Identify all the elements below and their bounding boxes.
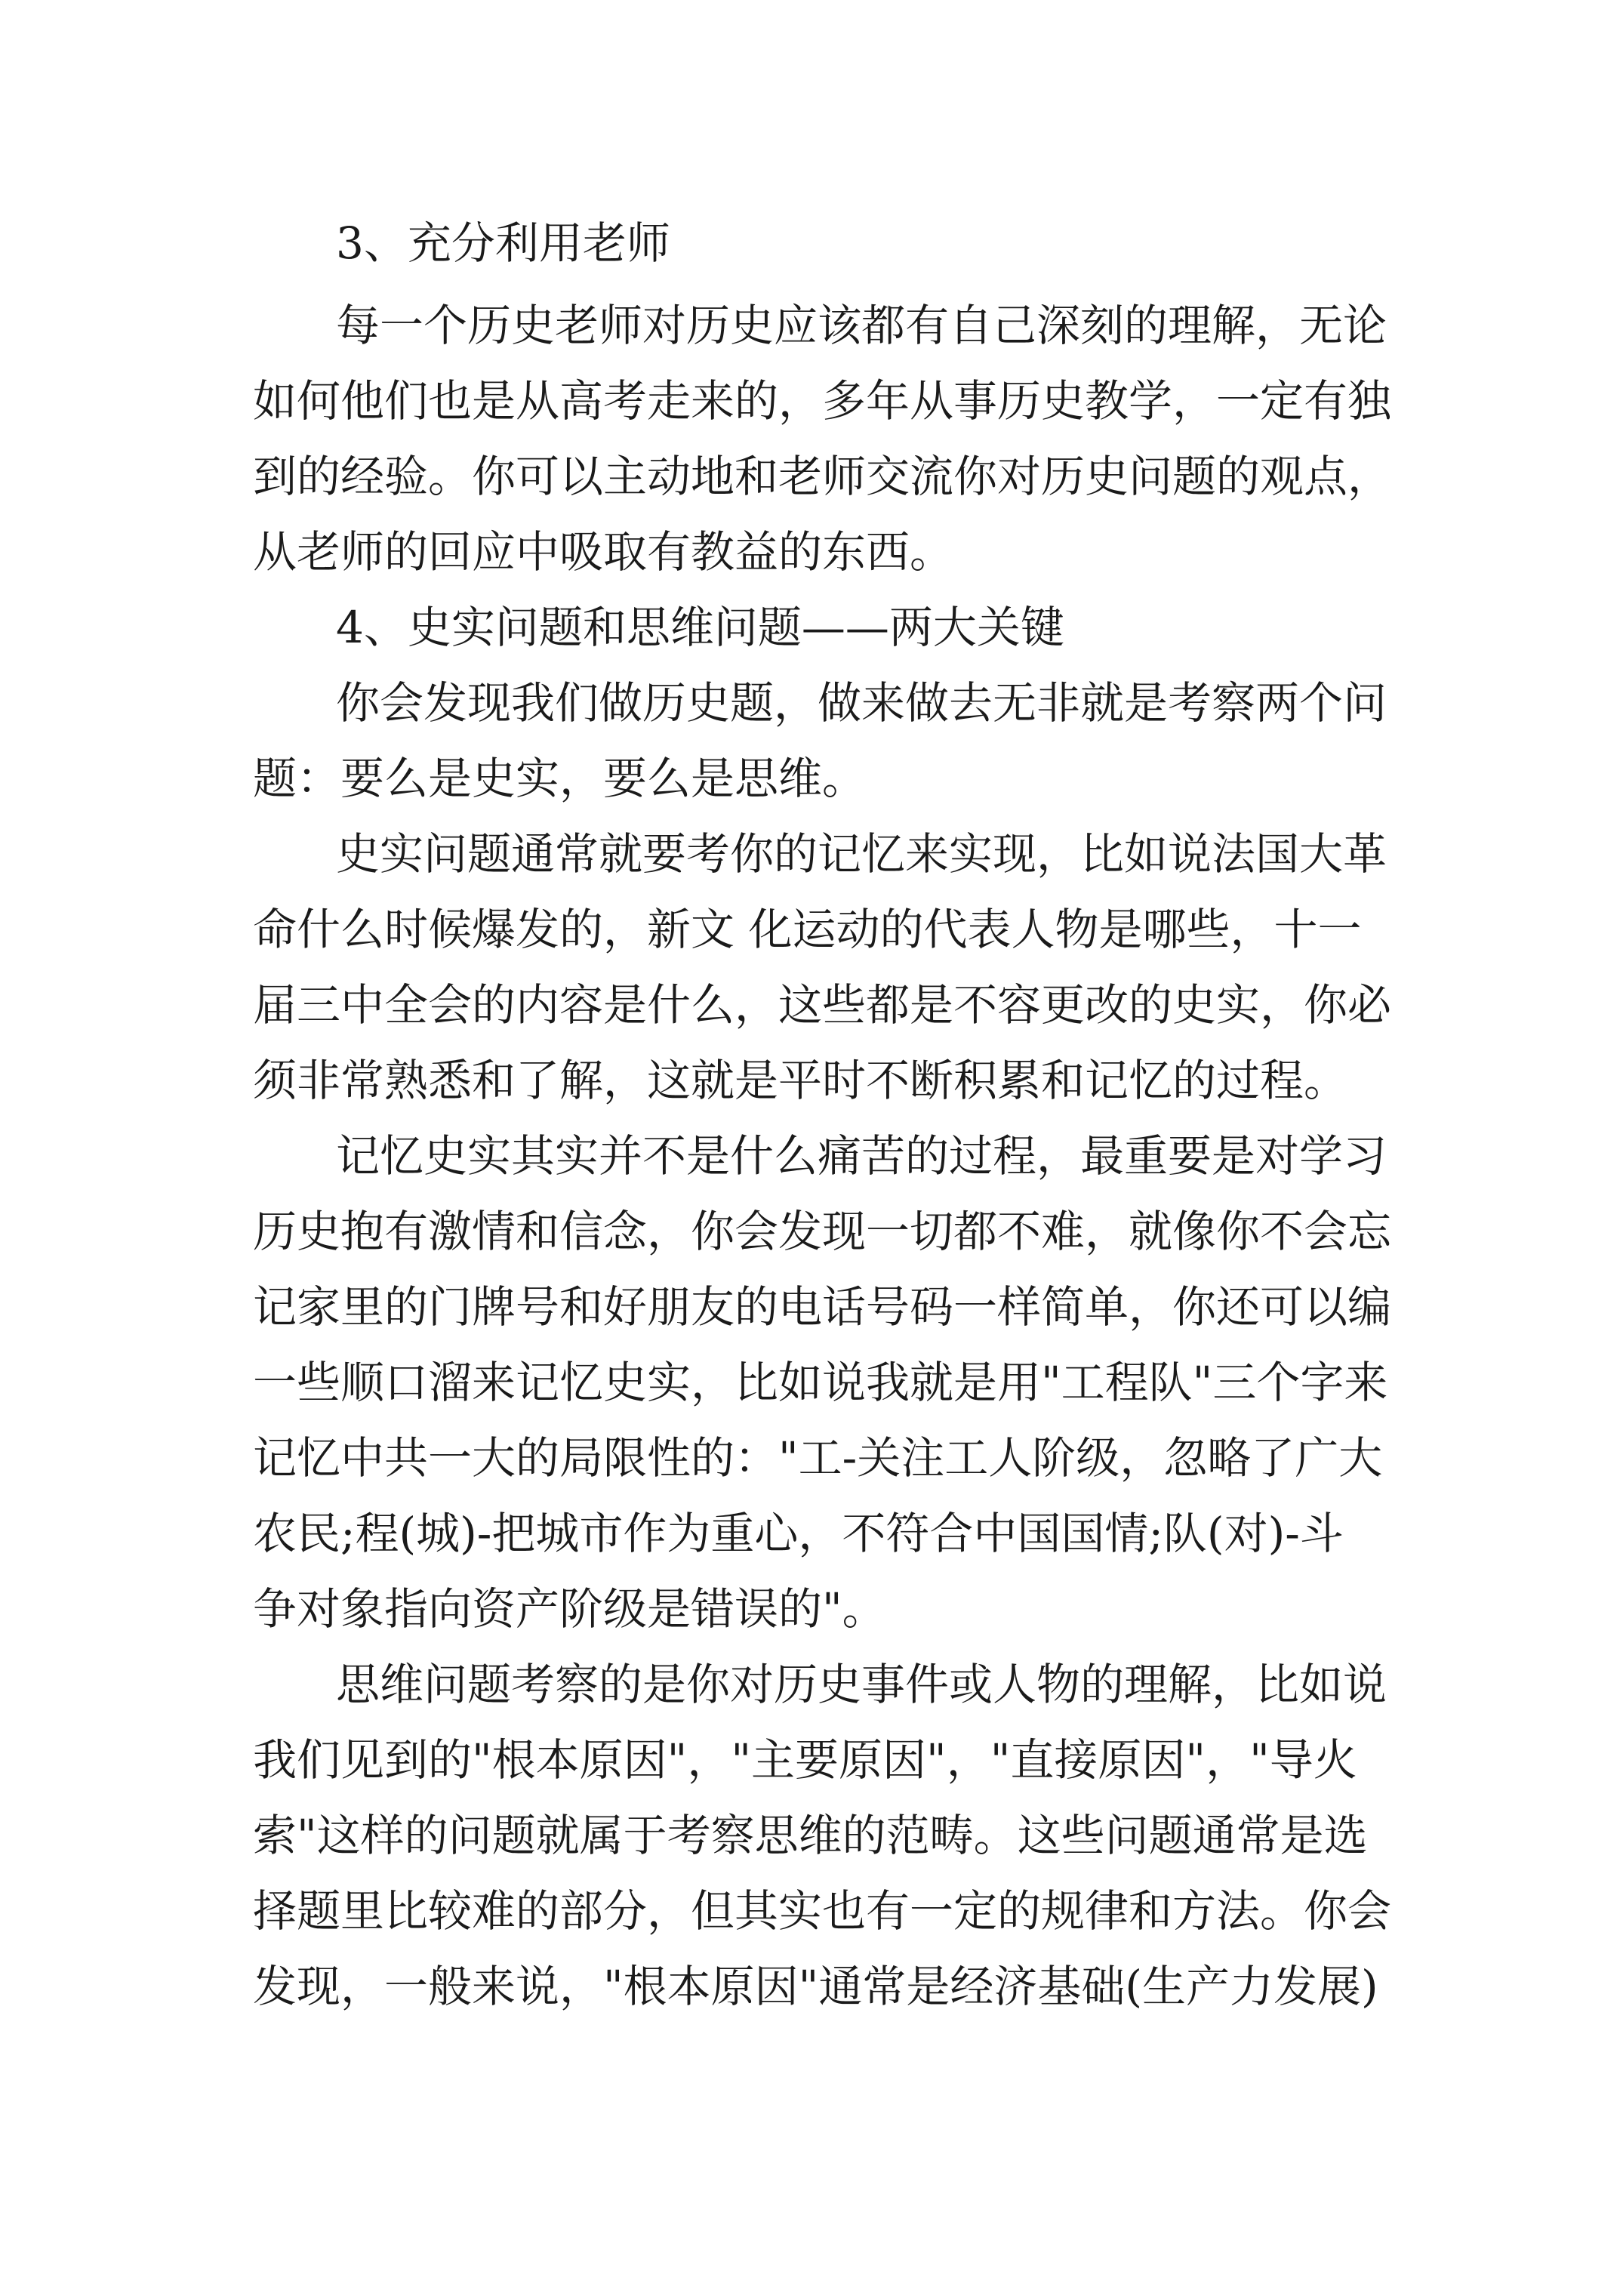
paragraph-line: 届三中全会的内容是什么，这些都是不容更改的史实，你必 (253, 979, 1392, 1031)
paragraph-line: 你会发现我们做历史题，做来做去无非就是考察两个问 (336, 677, 1387, 729)
paragraph-line: 如何他们也是从高考走来的，多年从事历史教学，一定有独 (253, 375, 1392, 427)
paragraph-line: 从老师的回应中吸取有教益的东西。 (253, 526, 954, 578)
paragraph-line: 索"这样的问题就属于考察思维的范畴。这些问题通常是选 (253, 1810, 1368, 1861)
paragraph-line: 记忆中共一大的局限性的："工-关注工人阶级，忽略了广大 (253, 1432, 1383, 1484)
paragraph-line: 择题里比较难的部分，但其实也有一定的规律和方法。你会 (253, 1885, 1392, 1937)
paragraph-line: 思维问题考察的是你对历史事件或人物的理解，比如说 (336, 1659, 1387, 1710)
section-heading-3: 3、充分利用老师 (336, 217, 670, 269)
paragraph-line: 农民;程(城)-把城市作为重心，不符合中国国情;队(对)-斗 (253, 1508, 1344, 1559)
paragraph-line: 记家里的门牌号和好朋友的电话号码一样简单，你还可以编 (253, 1281, 1392, 1333)
paragraph-line: 每一个历史老师对历史应该都有自己深刻的理解，无论 (336, 300, 1387, 351)
paragraph-line: 记忆史实其实并不是什么痛苦的过程，最重要是对学习 (336, 1130, 1387, 1182)
paragraph-line: 须非常熟悉和了解，这就是平时不断积累和记忆的过程。 (253, 1055, 1348, 1106)
paragraph-line: 我们见到的"根本原因"，"主要原因"，"直接原因"，"导火 (253, 1734, 1357, 1786)
section-heading-4: 4、史实问题和思维问题——两大关键 (336, 602, 1064, 653)
paragraph-line: 一些顺口溜来记忆史实，比如说我就是用"工程队"三个字来 (253, 1357, 1388, 1408)
paragraph-line: 题：要么是史实，要么是思维。 (253, 753, 867, 804)
paragraph-line: 命什么时候爆发的，新文 化运动的代表人物是哪些，十一 (253, 904, 1362, 955)
paragraph-line: 史实问题通常就要考你的记忆来实现，比如说法国大革 (336, 828, 1387, 880)
paragraph-line: 历史抱有激情和信念，你会发现一切都不难，就像你不会忘 (253, 1206, 1392, 1257)
paragraph-line: 发现，一般来说，"根本原因"通常是经济基础(生产力发展) (253, 1961, 1378, 2012)
paragraph-line: 争对象指向资产阶级是错误的"。 (253, 1583, 886, 1635)
paragraph-line: 到的经验。你可以主动地和老师交流你对历史问题的观点， (253, 451, 1392, 502)
